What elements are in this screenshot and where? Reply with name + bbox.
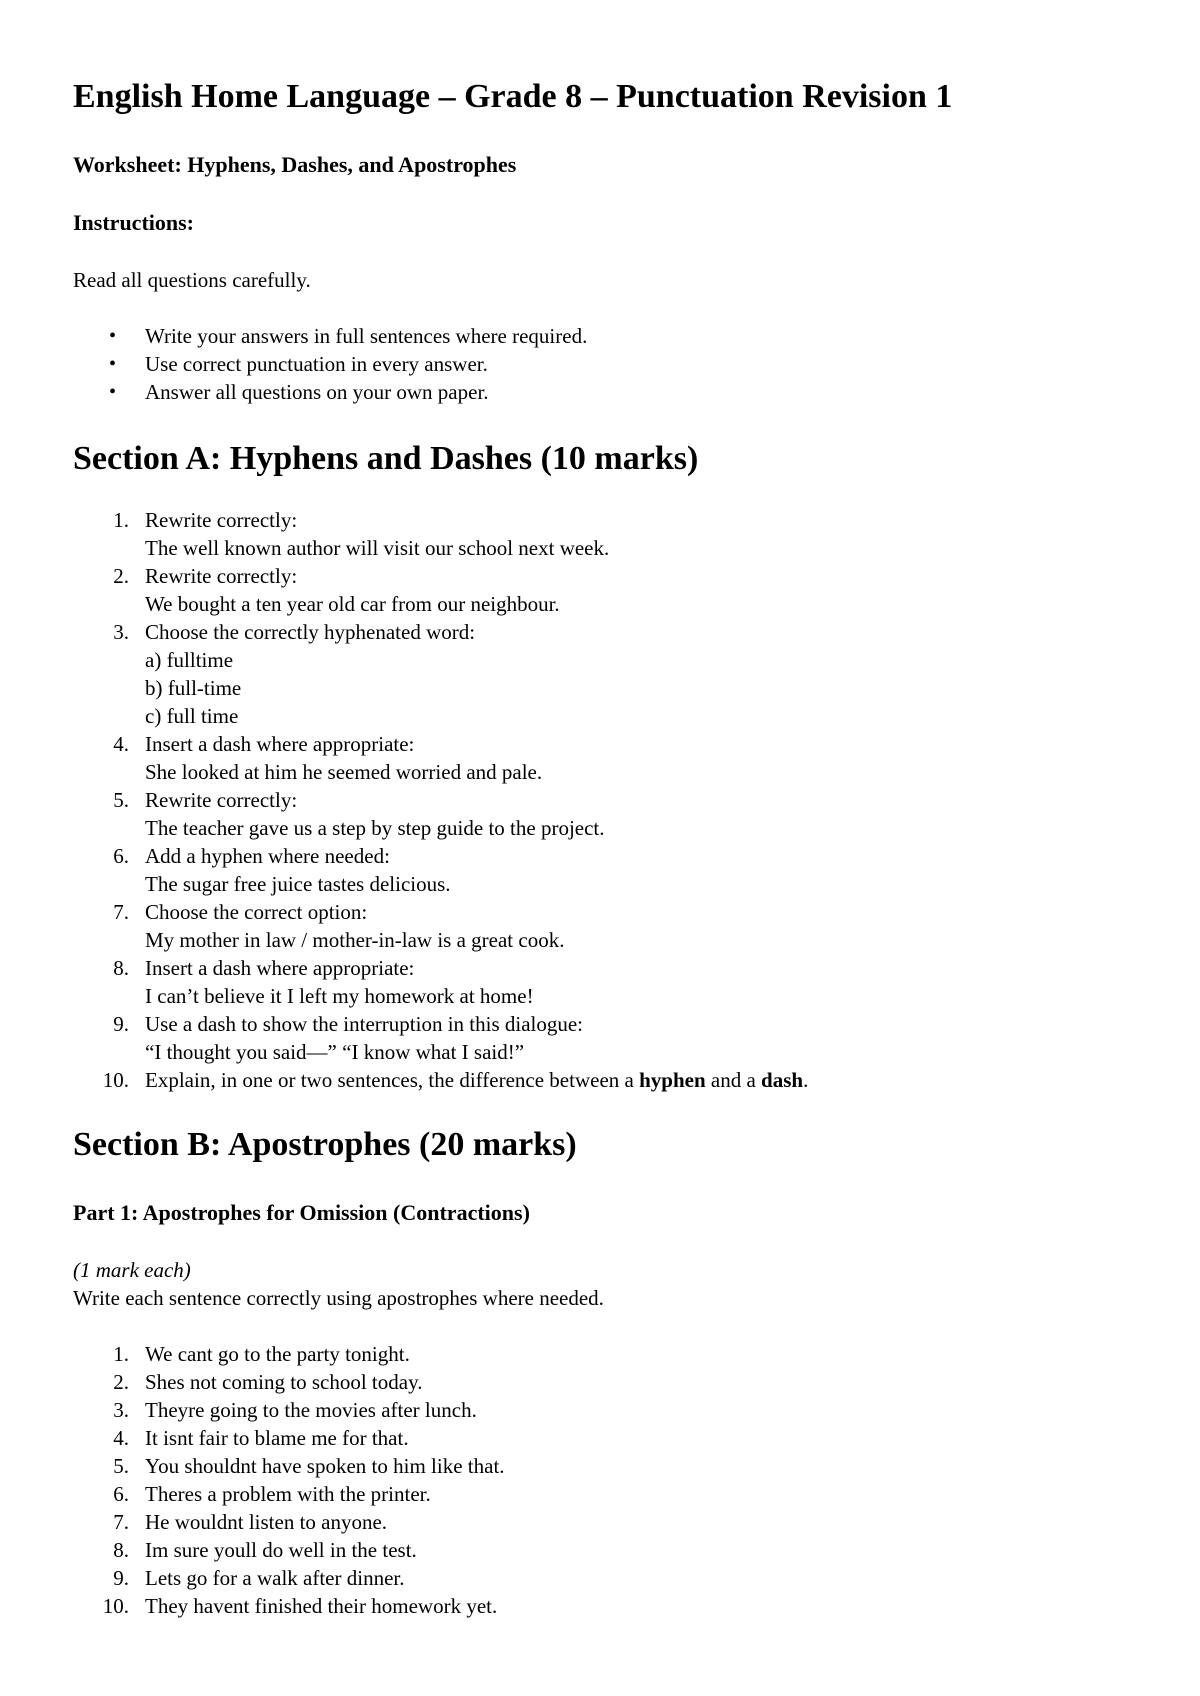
question-sentence: Theyre going to the movies after lunch.: [145, 1398, 477, 1422]
question-item: [73, 1480, 1140, 1508]
question-number: 1.: [113, 508, 129, 532]
question-sentence: “I thought you said—” “I know what I said!”: [145, 1040, 525, 1064]
question-item: [73, 1424, 1140, 1452]
question-number: 1.: [113, 1342, 129, 1366]
question-sentence: The well known author will visit our school next week.: [145, 536, 610, 560]
question-item: [73, 1452, 1140, 1480]
question-number: 4.: [113, 1426, 129, 1450]
question-number: 2.: [113, 1370, 129, 1394]
instruction-item: [73, 350, 1140, 378]
question-item: [73, 1564, 1140, 1592]
question-prompt: Choose the correctly hyphenated word:: [145, 620, 476, 644]
question-prompt: Choose the correct option:: [145, 900, 368, 924]
question-item: [73, 1340, 1140, 1368]
question-item: [73, 898, 1140, 954]
keyword-dash: dash: [761, 1068, 804, 1092]
document-title: English Home Language – Grade 8 – Punctuation Revision 1: [73, 78, 953, 115]
bullet-icon: •: [109, 353, 117, 375]
question-sentence: I can’t believe it I left my homework at home!: [145, 984, 534, 1008]
instructions-intro: Read all questions carefully.: [73, 268, 311, 292]
question-item: [73, 1396, 1140, 1424]
question-prompt: Insert a dash where appropriate:: [145, 956, 415, 980]
question-item: [73, 954, 1140, 1010]
instruction-text: Answer all questions on your own paper.: [145, 380, 489, 404]
question-item: [73, 506, 1140, 562]
question-item: [73, 1066, 1140, 1094]
section-b-part-1-questions: [73, 1340, 1140, 1620]
question-item: [73, 730, 1140, 786]
option-a: a) fulltime: [145, 648, 234, 672]
question-sentence: We cant go to the party tonight.: [145, 1342, 410, 1366]
question-number: 6.: [113, 844, 129, 868]
bullet-icon: •: [109, 325, 117, 347]
question-number: 3.: [113, 1398, 129, 1422]
question-sentence: My mother in law / mother-in-law is a great cook.: [145, 928, 565, 952]
question-sentence: Lets go for a walk after dinner.: [145, 1566, 405, 1590]
part-1-instruction: Write each sentence correctly using apostrophes where needed.: [73, 1286, 604, 1310]
question-prompt: Insert a dash where appropriate:: [145, 732, 415, 756]
question-text: .: [803, 1068, 809, 1092]
question-sentence: Shes not coming to school today.: [145, 1370, 423, 1394]
section-a-questions: [73, 506, 1140, 1094]
question-sentence: The sugar free juice tastes delicious.: [145, 872, 451, 896]
instruction-item: [73, 378, 1140, 406]
question-number: 2.: [113, 564, 129, 588]
question-sentence: We bought a ten year old car from our neighbour.: [145, 592, 560, 616]
section-b-title: Section B: Apostrophes (20 marks): [73, 1126, 577, 1163]
question-prompt: Use a dash to show the interruption in this dialogue:: [145, 1012, 584, 1036]
question-number: 9.: [113, 1566, 129, 1590]
instruction-text: Write your answers in full sentences where required.: [145, 324, 588, 348]
question-sentence: They havent finished their homework yet.: [145, 1594, 498, 1618]
option-c: c) full time: [145, 704, 239, 728]
question-number: 7.: [113, 1510, 129, 1534]
question-prompt: [145, 1066, 1140, 1094]
question-sentence: It isnt fair to blame me for that.: [145, 1426, 409, 1450]
question-prompt: Rewrite correctly:: [145, 564, 298, 588]
question-text: Explain, in one or two sentences, the difference between a: [145, 1068, 640, 1092]
option-b: b) full-time: [145, 676, 242, 700]
question-prompt: Rewrite correctly:: [145, 508, 298, 532]
question-item: [73, 786, 1140, 842]
question-sentence: He wouldnt listen to anyone.: [145, 1510, 388, 1534]
question-item: [73, 842, 1140, 898]
question-text: and a: [705, 1068, 762, 1092]
question-sentence: She looked at him he seemed worried and pale.: [145, 760, 543, 784]
instructions-heading: Instructions:: [73, 210, 195, 235]
question-prompt: Rewrite correctly:: [145, 788, 298, 812]
mark-note: (1 mark each): [73, 1258, 191, 1282]
bullet-icon: •: [109, 381, 117, 403]
question-number: 5.: [113, 1454, 129, 1478]
question-number: 10.: [102, 1068, 129, 1092]
question-item: [73, 1508, 1140, 1536]
instruction-text: Use correct punctuation in every answer.: [145, 352, 488, 376]
question-sentence: You shouldnt have spoken to him like that.: [145, 1454, 505, 1478]
question-number: 6.: [113, 1482, 129, 1506]
section-a-title: Section A: Hyphens and Dashes (10 marks): [73, 440, 699, 477]
question-sentence: The teacher gave us a step by step guide to the project.: [145, 816, 605, 840]
keyword-hyphen: hyphen: [639, 1068, 706, 1092]
question-number: 5.: [113, 788, 129, 812]
worksheet-title: Worksheet: Hyphens, Dashes, and Apostrophes: [73, 152, 517, 177]
instruction-item: [73, 322, 1140, 350]
question-item: [73, 1592, 1140, 1620]
question-number: 3.: [113, 620, 129, 644]
question-number: 8.: [113, 956, 129, 980]
question-item: [73, 1010, 1140, 1066]
question-item: [73, 618, 1140, 730]
question-number: 8.: [113, 1538, 129, 1562]
question-prompt: Add a hyphen where needed:: [145, 844, 390, 868]
question-number: 7.: [113, 900, 129, 924]
question-item: [73, 562, 1140, 618]
question-item: [73, 1368, 1140, 1396]
question-number: 9.: [113, 1012, 129, 1036]
question-sentence: Im sure youll do well in the test.: [145, 1538, 417, 1562]
part-1-title: Part 1: Apostrophes for Omission (Contractions): [73, 1200, 530, 1225]
question-number: 10.: [102, 1594, 129, 1618]
instructions-list: [73, 322, 1140, 406]
question-number: 4.: [113, 732, 129, 756]
question-item: [73, 1536, 1140, 1564]
question-sentence: Theres a problem with the printer.: [145, 1482, 431, 1506]
